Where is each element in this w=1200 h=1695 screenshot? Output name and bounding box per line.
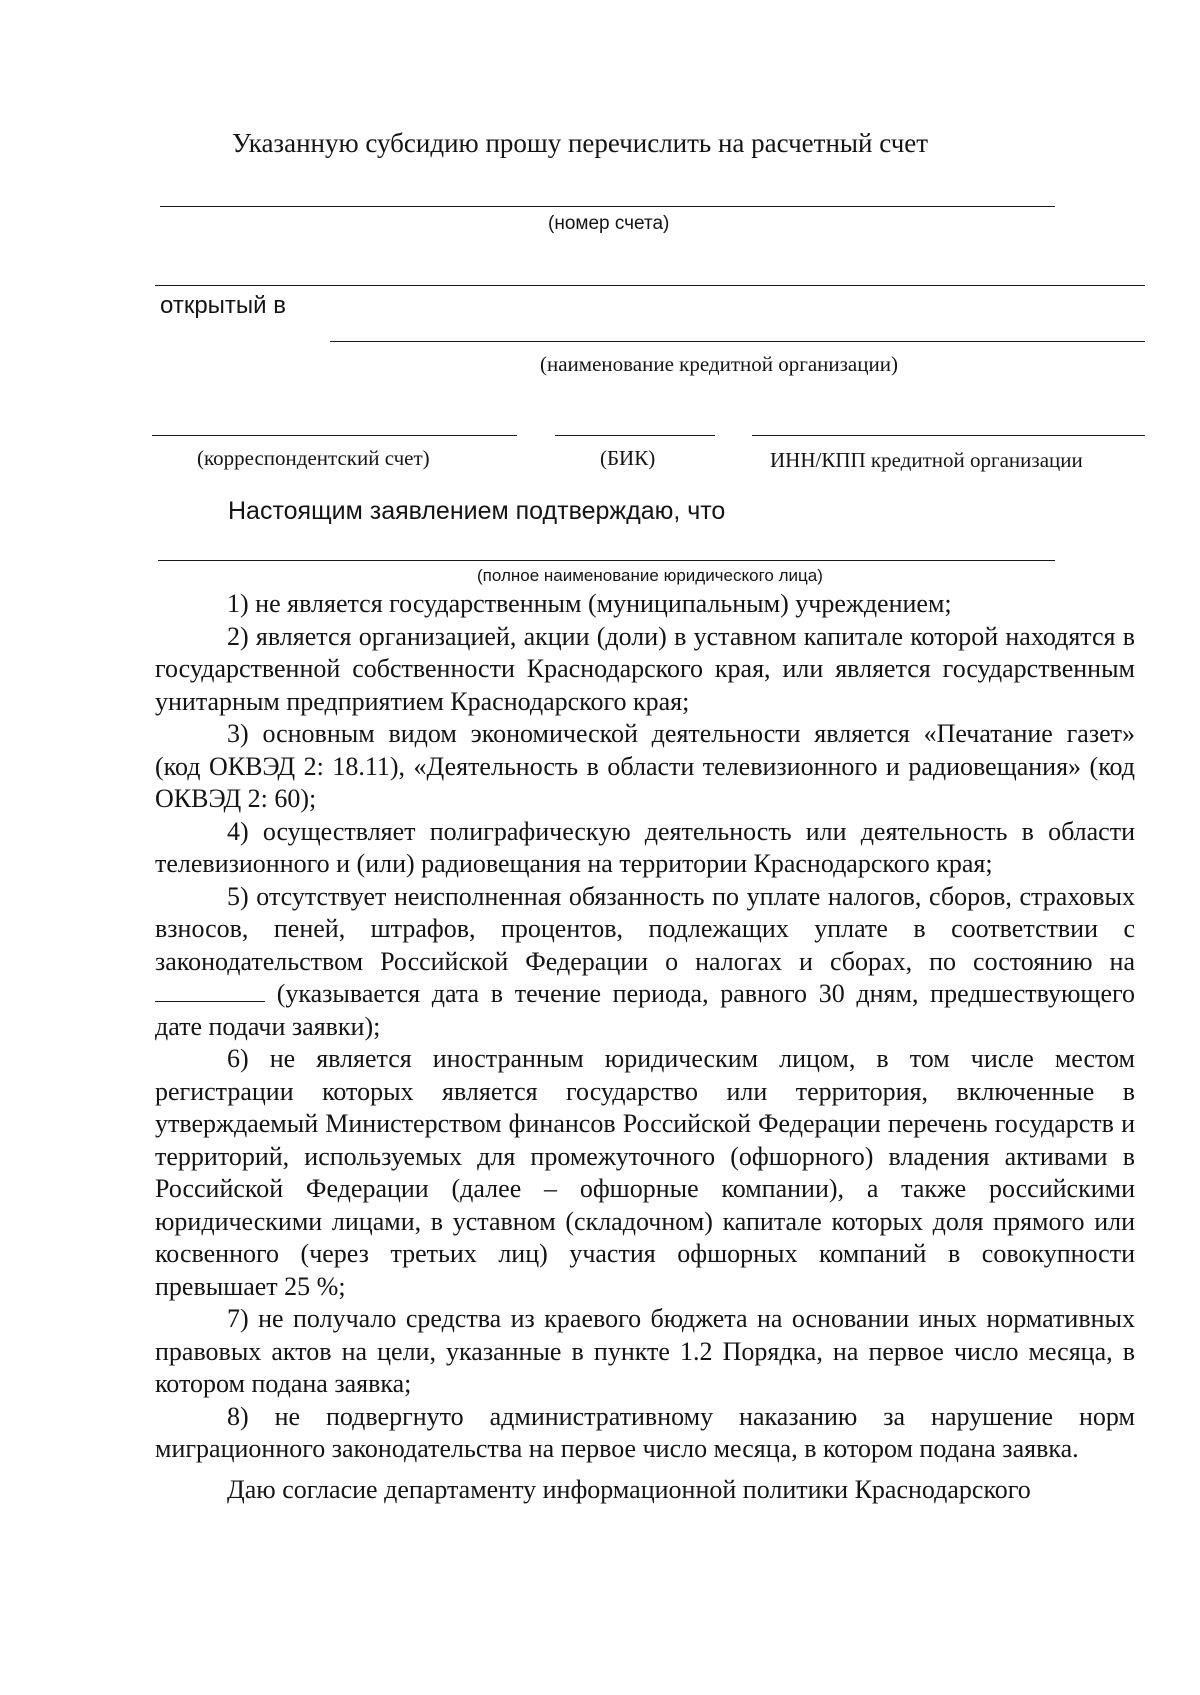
inn-kpp-line [752, 435, 1145, 436]
condition-item-1: 1) не является государственным (муниципальным) учреждением; [227, 589, 952, 618]
condition-item-8: 8) не подвергнуто административному наказанию за нарушение норм миграционного законодательства на первое число месяца, в котором подана заявка. [155, 1401, 1135, 1463]
account-number-line-2 [155, 285, 1145, 286]
condition-item-3: 3) основным видом экономической деятельности является «Печатание газет» (код ОКВЭД 2: 18.11), «Деятельность в области телевизионного и радиовещания» (код ОКВЭД 2: 60); [155, 719, 1135, 813]
confirm-line: Настоящим заявлением подтверждаю, что [228, 497, 726, 525]
bank-name-caption: (наименование кредитной организации) [540, 352, 898, 376]
entity-name-line [158, 560, 1055, 561]
condition-item-7: 7) не получало средства из краевого бюджета на основании иных нормативных правовых актов на цели, указанные в пункте 1.2 Порядка, на первое число месяца, в котором подана заявка; [155, 1304, 1135, 1398]
condition-item-6: 6) не является иностранным юридическим лицом, в том числе местом регистрации которых является государство или территория, включенные в утверждаемый Министерством финансов Российской Федерации перечень государств и территорий, используемых для промежуточного (офшорного) владения активами в Российской Федерации (далее – офшорные компании), а также российскими юридическими лицами, в уставном (складочном) капитале которых доля прямого или косвенного (через третьих лиц) участия офшорных компаний в совокупности превышает 25 %; [155, 1044, 1135, 1301]
condition-item-5-note: (указывается дата в течение периода, равного 30 дням, предшествующего дате подачи заявки); [155, 979, 1136, 1041]
inn-kpp-caption: ИНН/КПП кредитной организации [770, 448, 1083, 472]
bik-caption: (БИК) [600, 446, 656, 470]
account-number-caption: (номер счета) [548, 213, 670, 234]
intro-line: Указанную субсидию прошу перечислить на расчетный счет [232, 128, 929, 158]
corr-account-line [152, 435, 517, 436]
account-number-line [160, 206, 1055, 207]
entity-name-caption: (полное наименование юридического лица) [477, 566, 823, 585]
corr-account-caption: (корреспондентский счет) [197, 446, 430, 470]
bik-line [555, 435, 715, 436]
opened-in-label: открытый в [160, 292, 286, 319]
condition-item-4: 4) осуществляет полиграфическую деятельность или деятельность в области телевизионного и (или) радиовещания на территории Краснодарского края; [155, 816, 1135, 878]
condition-item-5-text: 5) отсутствует неисполненная обязанность по уплате налогов, сборов, страховых взносов, пеней, штрафов, процентов, подлежащих уплате в соответствии с законодательством Российской Федерации о налогах и сборах, по состоянию на [155, 881, 1135, 976]
conditions-list [155, 588, 1135, 1506]
date-blank-field[interactable] [155, 983, 265, 1002]
bank-name-line [330, 341, 1145, 342]
closing-consent-line: Даю согласие департаменту информационной политики Краснодарского [227, 1474, 1031, 1504]
condition-item-2: 2) является организацией, акции (доли) в уставном капитале которой находятся в государственной собственности Краснодарского края, или является государственным унитарным предприятием Краснодарского края; [155, 621, 1135, 716]
condition-item-5 [155, 881, 1135, 1044]
